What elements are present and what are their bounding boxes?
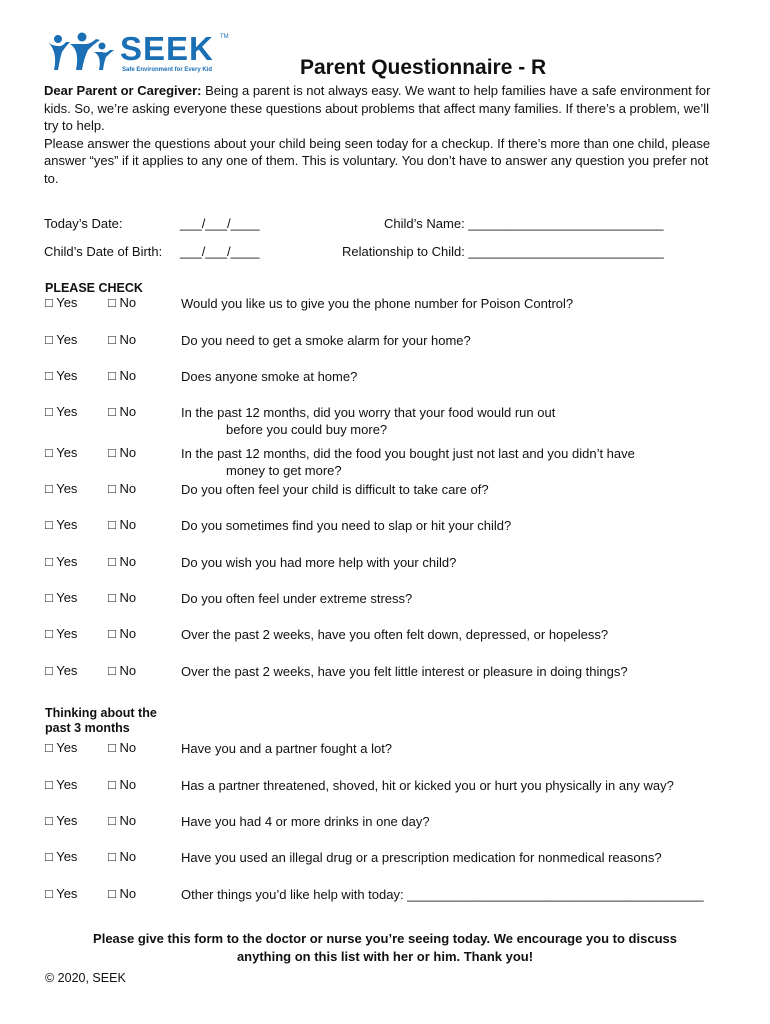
logo-wordmark: SEEK	[120, 30, 214, 67]
yes-checkbox[interactable]: □ Yes	[45, 740, 78, 755]
footer-line-1: Please give this form to the doctor or nurse you’re seeing today. We encourage you to discuss	[93, 931, 677, 946]
question-line: Do you often feel your child is difficult to take care of?	[181, 482, 489, 497]
question-text	[181, 295, 573, 312]
section-header-line-2: past 3 months	[45, 721, 130, 735]
yes-checkbox[interactable]: □ Yes	[45, 332, 78, 347]
question-text	[181, 813, 430, 830]
question-text	[181, 740, 392, 757]
question-text	[181, 368, 357, 385]
section-header-please-check: PLEASE CHECK	[45, 281, 143, 295]
question-line: Do you often feel under extreme stress?	[181, 591, 413, 606]
yes-checkbox[interactable]: □ Yes	[45, 849, 78, 864]
question-text	[181, 481, 489, 498]
intro-paragraph-1: Being a parent is not always easy. We want to help families have a safe environment for kids. So, we’re asking everyone these questions about problems that affect many families. If there’s a problem, we’ll try to help.	[44, 83, 711, 133]
no-checkbox[interactable]: □ No	[108, 626, 137, 641]
yes-checkbox[interactable]: □ Yes	[45, 481, 78, 496]
yes-checkbox[interactable]: □ Yes	[45, 295, 78, 310]
question-line: In the past 12 months, did you worry that your food would run out	[181, 405, 556, 420]
no-checkbox[interactable]: □ No	[108, 777, 137, 792]
question-text	[181, 332, 471, 349]
greeting: Dear Parent or Caregiver:	[44, 83, 202, 98]
trademark-mark: TM	[220, 34, 229, 40]
question-text	[181, 445, 635, 479]
question-line: Has a partner threatened, shoved, hit or kicked you or hurt you physically in any way?	[181, 778, 674, 793]
childs-name-field[interactable]: Child’s Name: ___________________________	[384, 216, 664, 231]
no-checkbox[interactable]: □ No	[108, 663, 137, 678]
yes-checkbox[interactable]: □ Yes	[45, 554, 78, 569]
yes-checkbox[interactable]: □ Yes	[45, 590, 78, 605]
yes-checkbox[interactable]: □ Yes	[45, 517, 78, 532]
relationship-field[interactable]: Relationship to Child: ___________________________	[342, 244, 664, 259]
no-checkbox[interactable]: □ No	[108, 445, 137, 460]
logo-tagline: Safe Environment for Every Kid	[122, 67, 213, 73]
question-line: Other things you’d like help with today: _________________________________________	[181, 887, 704, 902]
todays-date-label: Today’s Date:	[44, 216, 123, 231]
family-figures-icon	[46, 32, 116, 72]
copyright: © 2020, SEEK	[45, 971, 126, 985]
todays-date-field[interactable]: ___/___/____	[180, 216, 260, 231]
question-line: Do you wish you had more help with your child?	[181, 555, 457, 570]
question-line: Have you and a partner fought a lot?	[181, 741, 393, 756]
no-checkbox[interactable]: □ No	[108, 849, 137, 864]
yes-checkbox[interactable]: □ Yes	[45, 886, 78, 901]
question-line: Have you used an illegal drug or a prescription medication for nonmedical reasons?	[181, 850, 662, 865]
footer-line-2: anything on this list with her or him. Thank you!	[236, 949, 534, 964]
no-checkbox[interactable]: □ No	[108, 404, 137, 419]
no-checkbox[interactable]: □ No	[108, 813, 137, 828]
question-text	[181, 404, 555, 438]
seek-logo	[46, 30, 236, 80]
no-checkbox[interactable]: □ No	[108, 740, 137, 755]
question-line: Over the past 2 weeks, have you felt little interest or pleasure in doing things?	[181, 664, 628, 679]
question-line: Have you had 4 or more drinks in one day?	[181, 814, 430, 829]
question-line: Would you like us to give you the phone number for Poison Control?	[181, 296, 574, 311]
dob-field[interactable]: ___/___/____	[180, 244, 260, 259]
question-text	[181, 886, 704, 903]
question-line: Does anyone smoke at home?	[181, 369, 358, 384]
yes-checkbox[interactable]: □ Yes	[45, 368, 78, 383]
section-header-line-1: Thinking about the	[45, 706, 157, 720]
question-continuation: money to get more?	[226, 463, 342, 478]
question-text	[181, 554, 456, 571]
question-text	[181, 626, 608, 643]
dob-label: Child’s Date of Birth:	[44, 244, 163, 259]
page-title: Parent Questionnaire - R	[300, 56, 547, 79]
yes-checkbox[interactable]: □ Yes	[45, 445, 78, 460]
no-checkbox[interactable]: □ No	[108, 368, 137, 383]
yes-checkbox[interactable]: □ Yes	[45, 404, 78, 419]
yes-checkbox[interactable]: □ Yes	[45, 663, 78, 678]
question-text	[181, 663, 628, 680]
yes-checkbox[interactable]: □ Yes	[45, 813, 78, 828]
intro-text	[44, 82, 724, 187]
question-line: Do you sometimes find you need to slap or hit your child?	[181, 518, 512, 533]
no-checkbox[interactable]: □ No	[108, 517, 137, 532]
question-text	[181, 777, 674, 794]
no-checkbox[interactable]: □ No	[108, 554, 137, 569]
no-checkbox[interactable]: □ No	[108, 886, 137, 901]
yes-checkbox[interactable]: □ Yes	[45, 626, 78, 641]
section-header-past-3-months	[45, 706, 157, 736]
question-text	[181, 590, 412, 607]
no-checkbox[interactable]: □ No	[108, 590, 137, 605]
question-line: In the past 12 months, did the food you bought just not last and you didn’t have	[181, 446, 635, 461]
question-line: Do you need to get a smoke alarm for your home?	[181, 333, 471, 348]
no-checkbox[interactable]: □ No	[108, 332, 137, 347]
yes-checkbox[interactable]: □ Yes	[45, 777, 78, 792]
question-continuation: before you could buy more?	[226, 422, 388, 437]
no-checkbox[interactable]: □ No	[108, 295, 137, 310]
question-text	[181, 849, 662, 866]
intro-paragraph-2: Please answer the questions about your child being seen today for a checkup. If there’s more than one child, please answer “yes” if it applies to any one of them. This is voluntary. You don’t have to answer any question you prefer not to.	[44, 135, 711, 186]
question-text	[181, 517, 511, 534]
question-line: Over the past 2 weeks, have you often felt down, depressed, or hopeless?	[181, 627, 609, 642]
footer-instructions	[40, 930, 730, 966]
no-checkbox[interactable]: □ No	[108, 481, 137, 496]
